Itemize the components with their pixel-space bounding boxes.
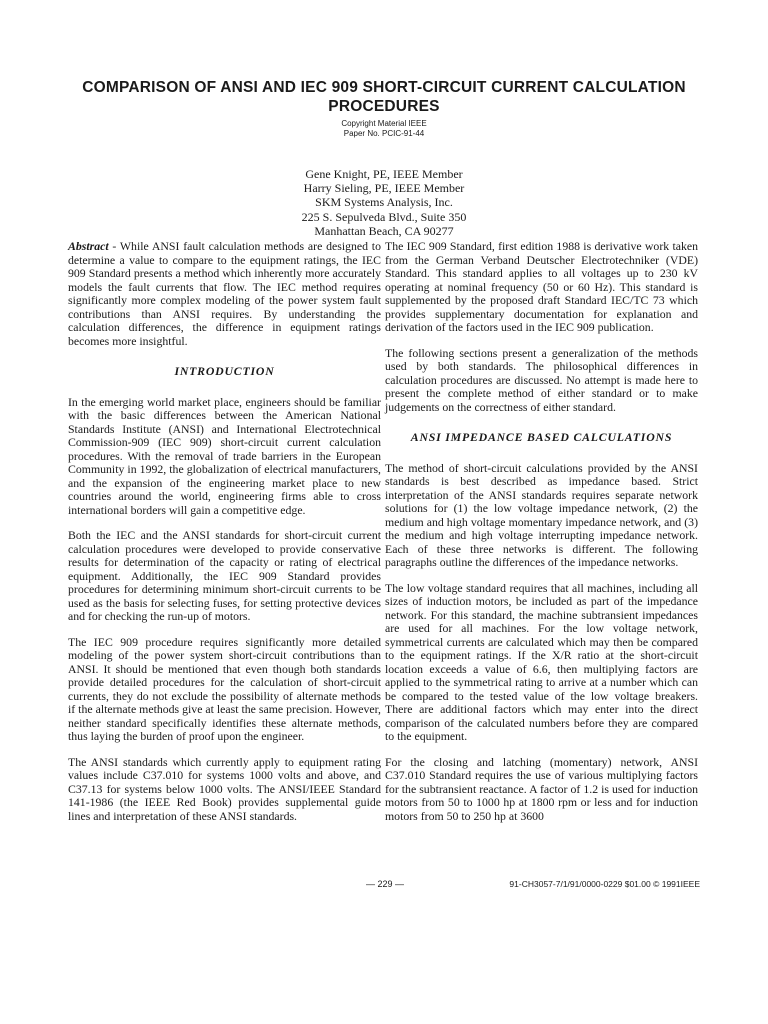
body-paragraph: The following sections present a generalization of the methods used by both standards. The philosophical differences in calculation procedures are discussed. No attempt is made here to present the complete method of either standard or to make judgements on the correctness of either standard. xyxy=(385,345,698,414)
body-paragraph: In the emerging world market place, engineers should be familiar with the basic differences between the American National Standards Institute (ANSI) and International Electrotechnical Commission-909 (IEC 909) short-circuit current calculation procedures. With the removal of trade barriers in the European Community in 1992, the globalization of electrical manufacturers, and the expansion of the engineering market place to new countries around the world, engineering firms able to cross international borders will gain a competitive edge. xyxy=(68,394,381,517)
body-paragraph: Both the IEC and the ANSI standards for short-circuit current calculation procedures were developed to provide conservative results for determination of the capacity or rating of electrical equipment. Additionally, the IEC 909 Standard provides procedures for determining minimum short-circuit currents to be used as the basis for selecting fuses, for setting protective devices and for checking the run-up of motors. xyxy=(68,528,381,623)
right-column xyxy=(385,240,698,835)
address-line: 225 S. Sepulveda Blvd., Suite 350 xyxy=(301,209,467,224)
body-paragraph: For the closing and latching (momentary) network, ANSI C37.010 Standard requires the use of various multiplying factors for the subtransient reactance. A factor of 1.2 is used for induction motors from 50 to 1000 hp at 1800 rpm or less and for induction motors from 50 to 250 hp at 3600 xyxy=(385,754,698,823)
author-line: Gene Knight, PE, IEEE Member xyxy=(305,167,463,181)
abstract xyxy=(68,240,381,348)
body-paragraph: The IEC 909 Standard, first edition 1988 is derivative work taken from the German Verband Deutscher Electrotechniker (VDE) Standard. This standard applies to all voltages up to 230 kV operating at nominal frequency (50 or 60 Hz). This standard is supplemented by the proposed draft Standard IEC/TC 73 which provides supplementary documentation for explanation and derivation of the factors used in the IEC 909 publication. xyxy=(385,239,698,334)
copyright-block xyxy=(240,119,528,139)
copyright-notice: Copyright Material IEEE xyxy=(341,119,427,128)
body-paragraph: The low voltage standard requires that all machines, including all sizes of induction motors, be included as part of the impedance network. For this standard, the machine subtransient impedances are used for all machines. For the low voltage network, symmetrical currents are calculated which may then be compared to the equipment ratings. If the X/R ratio at the short-circuit location exceeds a value of 6.6, then multiplying factors are applied to the symmetrical rating to arrive at a number which can be compared to the tested value of the low voltage breakers. There are additional factors which may enter into the direct comparison of the calculated numbers before they are compared to the equipment. xyxy=(385,580,698,743)
page-number: — 229 — xyxy=(365,879,405,889)
paper-number: Paper No. PCIC-91-44 xyxy=(343,129,425,138)
author-block xyxy=(230,167,538,238)
publication-code: 91-CH3057-7/1/91/0000-0229 $01.00 © 1991IEEE xyxy=(509,879,700,889)
section-heading-ansi: ANSI IMPEDANCE BASED CALCULATIONS xyxy=(410,430,673,444)
left-column xyxy=(68,240,381,835)
body-paragraph: The IEC 909 procedure requires significantly more detailed modeling of the power system short-circuit contributions than ANSI. It should be mentioned that even though both standards provide detailed procedures for the calculation of short-circuit currents, they do not exclude the possibility of alternate methods if the alternate methods give at least the same precision. However, neither standard specifically identifies these alternate methods, thus laying the burden of proof upon the engineer. xyxy=(68,634,381,743)
body-paragraph: The ANSI standards which currently apply to equipment rating values include C37.010 for systems 1000 volts and above, and C37.13 for systems below 1000 volts. The ANSI/IEEE Standard 141-1986 (the IEEE Red Book) provides supplemental guide lines and interpretation of these ANSI standards. xyxy=(68,754,381,823)
abstract-text: - While ANSI fault calculation methods are designed to determine a value to compare to the equipment ratings, the IEC 909 Standard presents a method which inherently more accurately models the fault currents that flow. The IEC method requires significantly more complex modeling of the power system fault contributions than ANSI requires. By understanding the calculation differences, the difference in equipment ratings becomes more insightful. xyxy=(68,239,381,348)
address-line: Manhattan Beach, CA 90277 xyxy=(314,223,454,238)
body-paragraph: The method of short-circuit calculations provided by the ANSI standards is best described as impedance based. Strict interpretation of the ANSI standards requires separate network solutions for (1) the low voltage impedance network, (2) the medium and high voltage momentary impedance network, and (3) the medium and high voltage interrupting impedance network. Each of these three networks is different. The following paragraphs outline the differences of the impedance networks. xyxy=(385,460,698,569)
author-line: Harry Sieling, PE, IEEE Member xyxy=(303,181,465,196)
affiliation-line: SKM Systems Analysis, Inc. xyxy=(315,195,453,210)
abstract-label: Abstract xyxy=(68,239,109,253)
paper-title: COMPARISON OF ANSI AND IEC 909 SHORT-CIRCUIT CURRENT CALCULATION PROCEDURES xyxy=(82,79,686,115)
section-heading-introduction: INTRODUCTION xyxy=(174,364,275,378)
